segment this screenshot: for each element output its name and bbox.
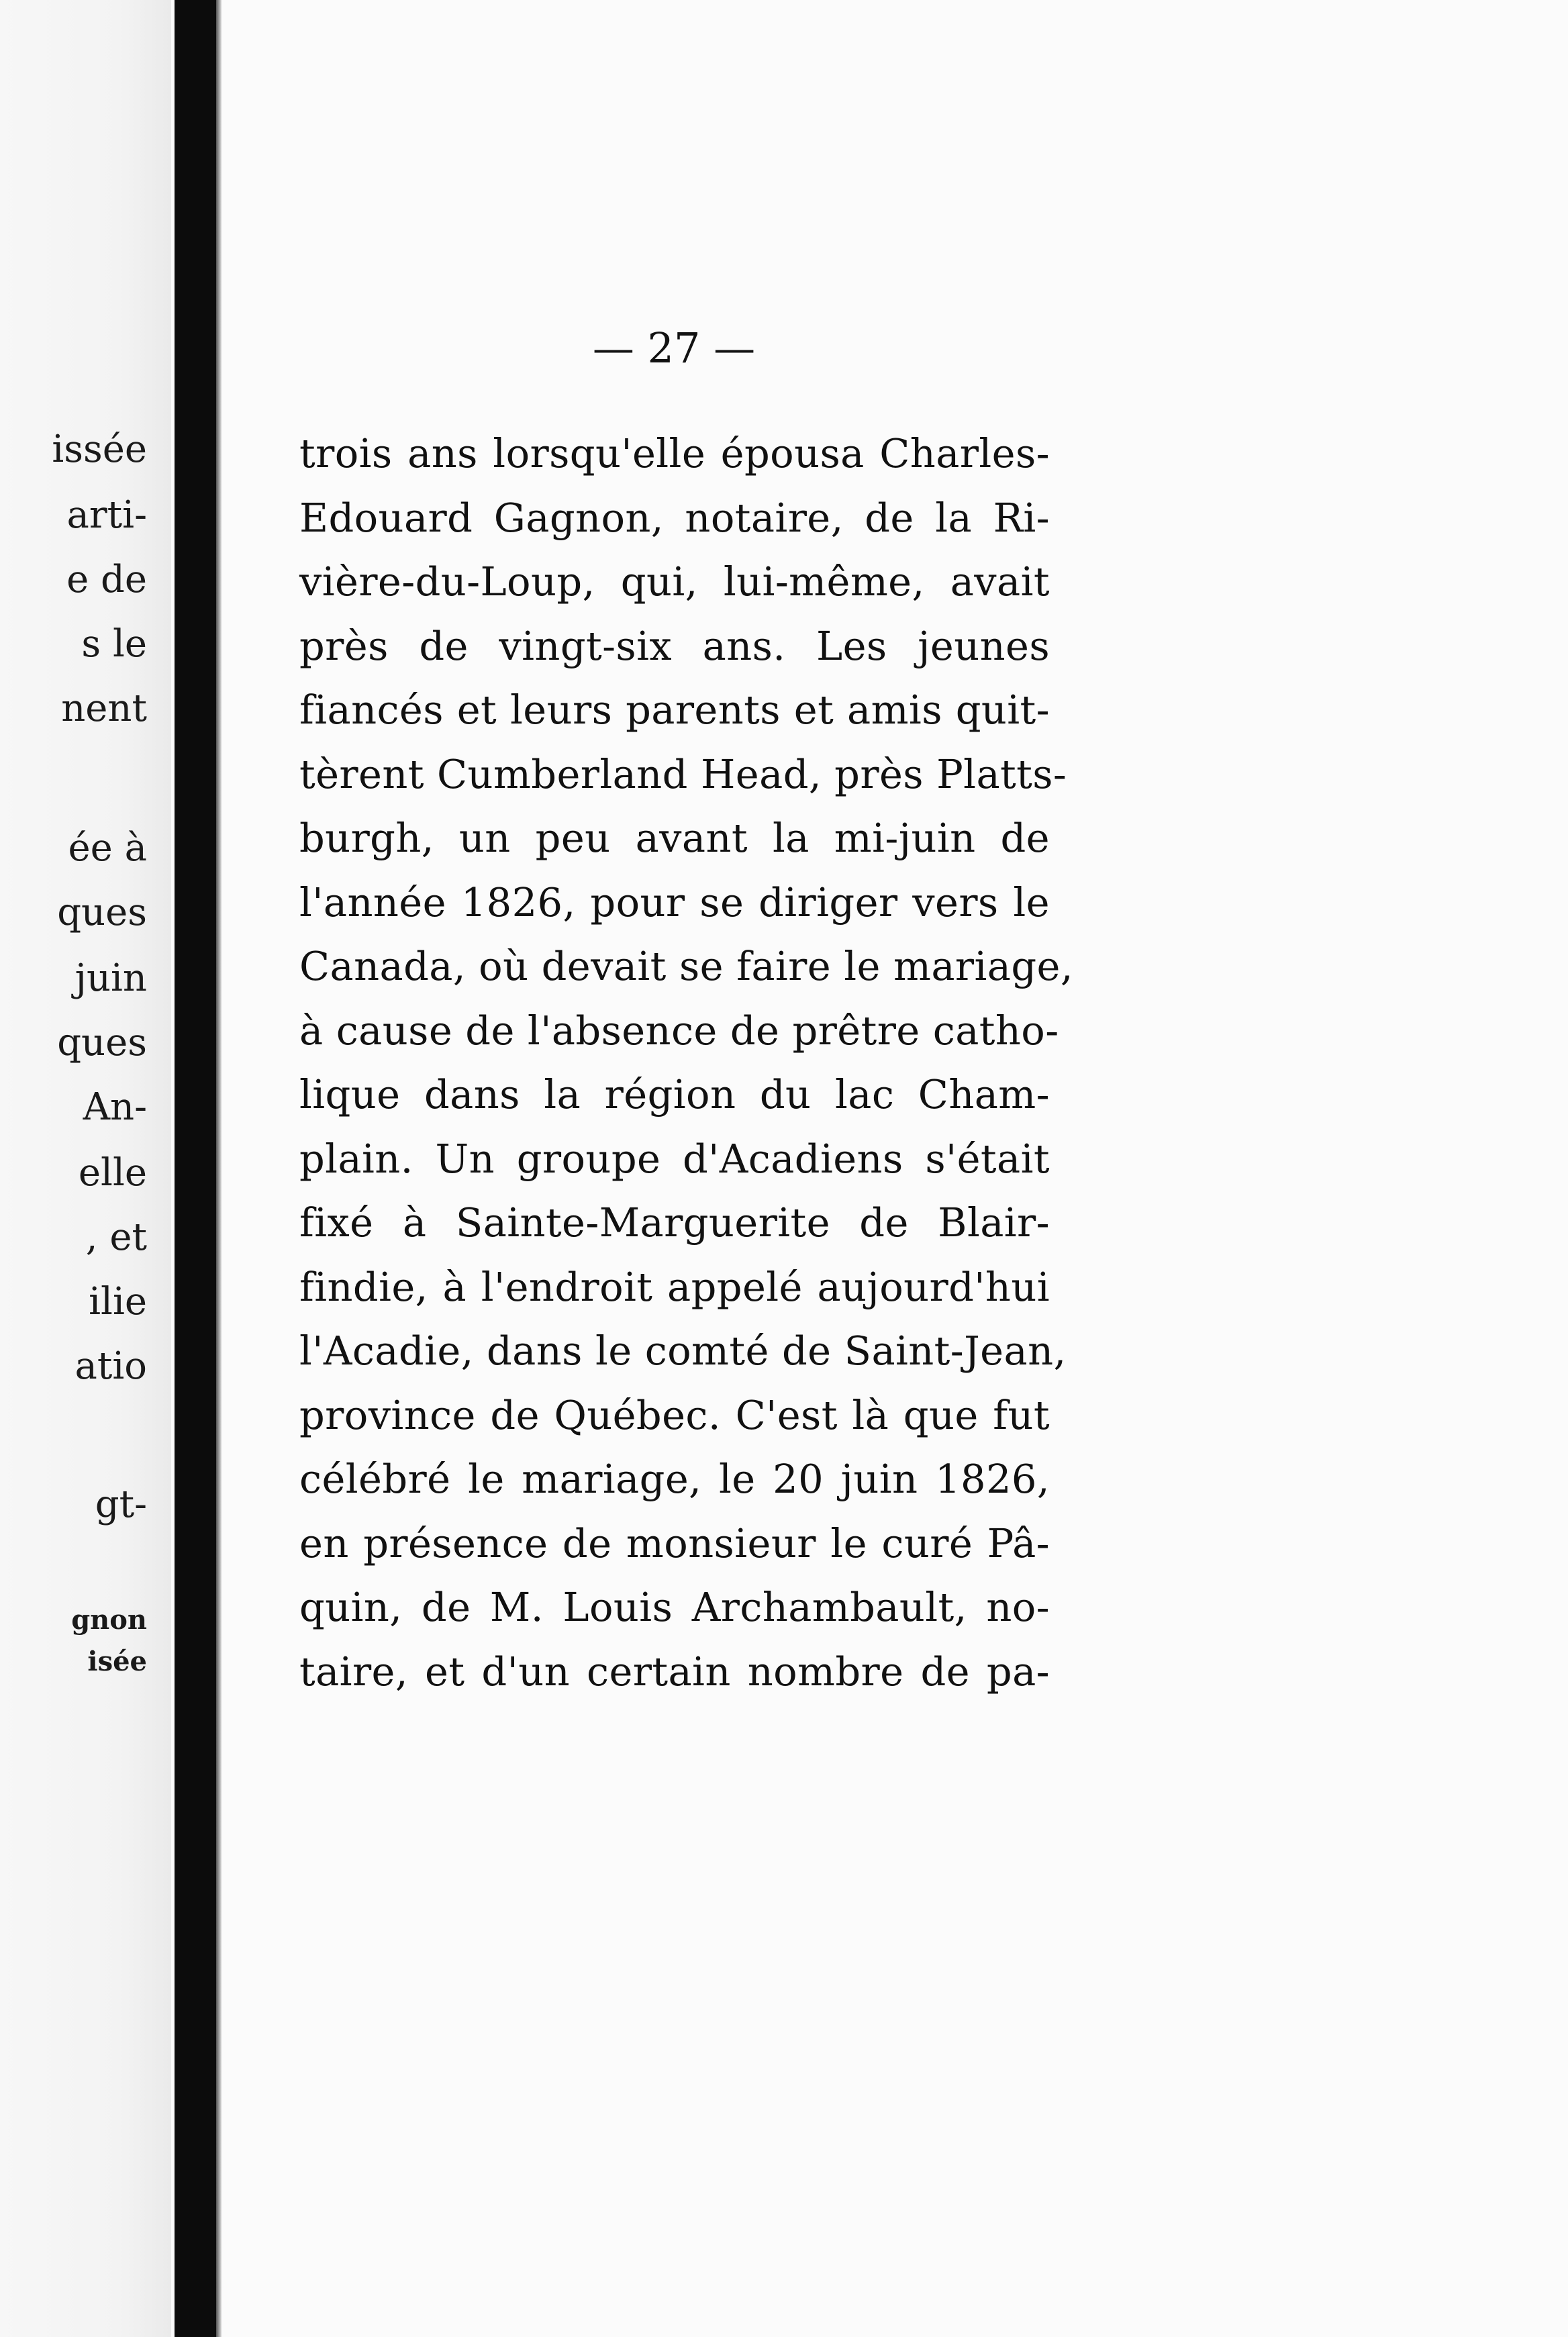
left-page-line: nent	[61, 687, 147, 730]
text-line: à cause de l'absence de prêtre catho-	[299, 1007, 1059, 1054]
text-line: célébré le mariage, le 20 juin 1826,	[299, 1456, 1050, 1502]
binding-gutter	[175, 0, 216, 2337]
left-page-line: s le	[81, 622, 147, 666]
left-page-line: , et	[85, 1215, 147, 1259]
text-line: en présence de monsieur le curé Pâ-	[299, 1520, 1050, 1567]
left-page-line: ques	[57, 891, 147, 934]
text-line: Edouard Gagnon, notaire, de la Ri-	[299, 494, 1050, 541]
text-line: vière-du-Loup, qui, lui-même, avait	[299, 558, 1050, 605]
text-line: l'Acadie, dans le comté de Saint-Jean,	[299, 1328, 1067, 1374]
page-number: — 27 —	[592, 324, 756, 372]
text-line: tèrent Cumberland Head, près Platts-	[299, 750, 1067, 797]
text-line: province de Québec. C'est là que fut	[299, 1391, 1050, 1438]
left-page-line: ilie	[89, 1280, 147, 1324]
left-page-footnote-line: isée	[87, 1646, 147, 1677]
left-facing-page	[0, 0, 171, 2337]
text-line: taire, et d'un certain nombre de pa-	[299, 1648, 1050, 1695]
page-edge-shadow	[216, 0, 222, 2337]
text-line: findie, à l'endroit appelé aujourd'hui	[299, 1263, 1050, 1310]
text-line: plain. Un groupe d'Acadiens s'était	[299, 1135, 1050, 1182]
text-line: lique dans la région du lac Cham-	[299, 1071, 1050, 1117]
text-line: quin, de M. Louis Archambault, no-	[299, 1584, 1050, 1630]
left-page-line: atio	[75, 1344, 147, 1388]
left-page-line: An-	[83, 1085, 147, 1129]
text-line: trois ans lorsqu'elle épousa Charles-	[299, 430, 1050, 477]
text-line: burgh, un peu avant la mi-juin de	[299, 815, 1050, 861]
left-page-footnote-line: gnon	[71, 1604, 147, 1636]
left-page-line: arti-	[66, 493, 147, 537]
left-page-line: ée à	[68, 826, 147, 870]
left-page-line: juin	[75, 956, 147, 1000]
text-line: fiancés et leurs parents et amis quit-	[299, 687, 1050, 733]
left-page-line: ques	[57, 1021, 147, 1064]
left-page-line: e de	[66, 558, 147, 601]
text-line: Canada, où devait se faire le mariage,	[299, 943, 1073, 989]
left-page-line: gt-	[95, 1483, 147, 1526]
body-text	[299, 421, 1073, 1703]
left-page-line: elle	[78, 1151, 147, 1195]
text-line: l'année 1826, pour se diriger vers le	[299, 879, 1050, 926]
left-page-line: issée	[52, 428, 147, 471]
text-line: fixé à Sainte-Marguerite de Blair-	[299, 1199, 1050, 1246]
text-line: près de vingt-six ans. Les jeunes	[299, 622, 1050, 669]
